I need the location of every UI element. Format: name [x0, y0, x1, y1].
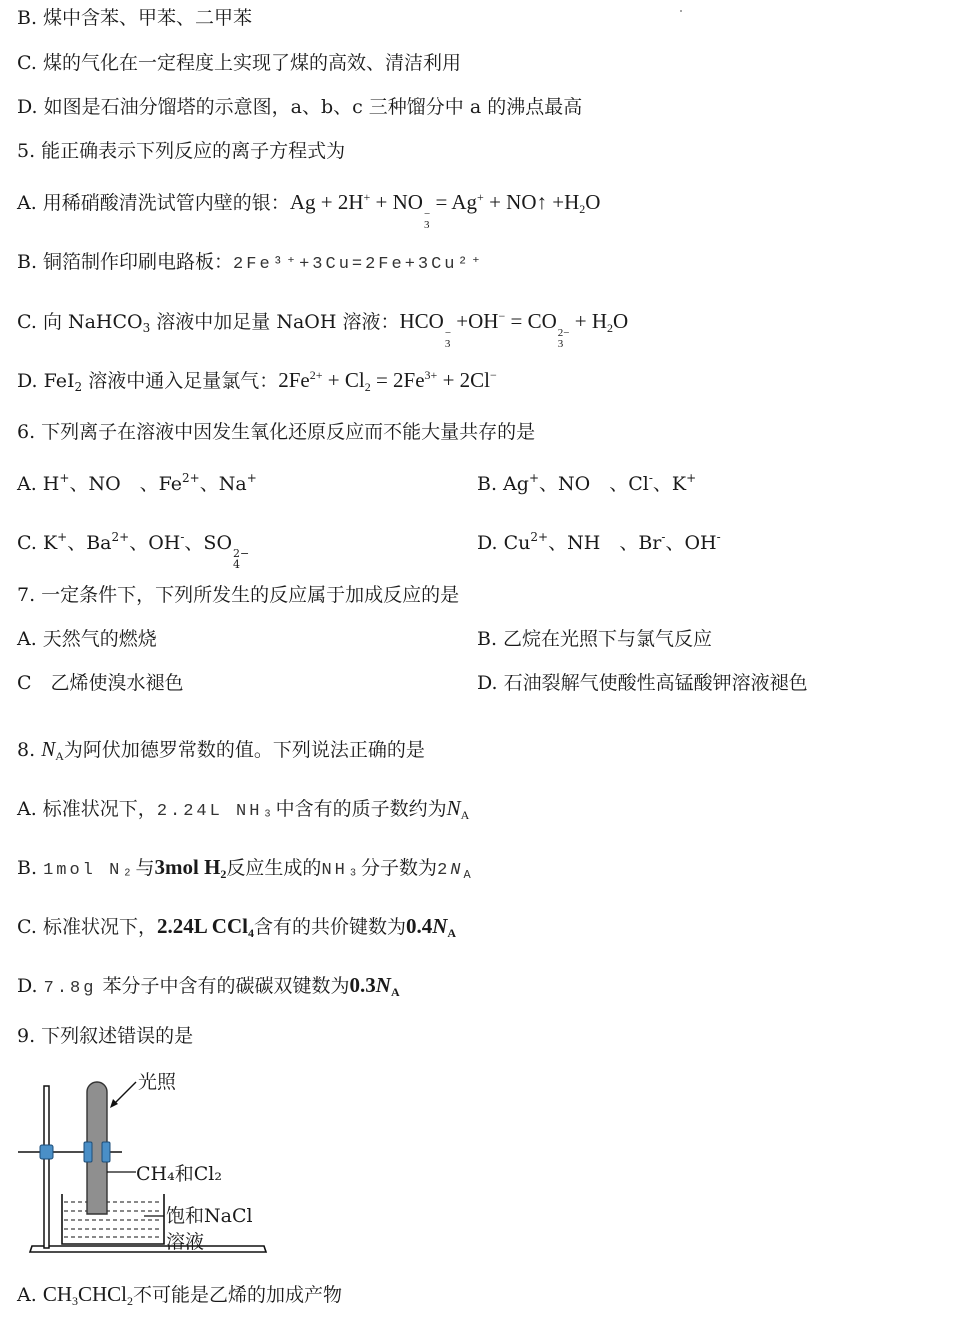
clamp-joint — [40, 1145, 53, 1159]
q4-option-c: C. 煤的气化在一定程度上实现了煤的高效、清洁利用 — [17, 52, 461, 74]
q7-stem: 7. 一定条件下，下列所发生的反应属于加成反应的是 — [17, 584, 460, 606]
q6-stem: 6. 下列离子在溶液中因发生氧化还原反应而不能大量共存的是 — [17, 421, 536, 443]
q6-option-b: B. Ag+、NO 、Cl-、K+ — [477, 471, 697, 495]
q8-option-c: C. 标准状况下，2.24L CCl$_4$含有的共价键数为$0.4N_A$ — [17, 914, 457, 940]
q7-option-c: C 乙烯使溴水褪色 — [17, 672, 184, 694]
q6-option-d: D. $Cu^{2+}$、NH 、Br-、OH- — [477, 530, 721, 554]
q8-stem: 8. $N_A$为阿伏加德罗常数的值。下列说法正确的是 — [17, 737, 425, 763]
q6-option-a: A. H+、NO 、$Fe^{2+}$、Na+ — [17, 471, 257, 495]
stray-dot — [680, 10, 682, 12]
q6-option-c: C. K+、$Ba^{2+}$、OH-、SO 2− 4 — [17, 530, 250, 571]
q9-option-a: A. $CH_3CHCl_2$不可能是乙烯的加成产物 — [17, 1282, 343, 1308]
q5b-equation: 2Fe³⁺+3Cu=2Fe+3Cu²⁺ — [233, 255, 484, 274]
q4-option-b: B. 煤中含苯、甲苯、二甲苯 — [17, 7, 253, 29]
q9-stem: 9. 下列叙述错误的是 — [17, 1025, 194, 1047]
q5-option-c: C. 向 NaHCO$_3$ 溶液中加足量 NaOH 溶液：HCO − 3 +OH− = CO 2− 3 + $H_2O$ — [17, 309, 629, 350]
clamp-jaw-right — [102, 1142, 110, 1162]
q8-option-a: A. 标准状况下，2.24L NH₃中含有的质子数约为$N_A$ — [17, 796, 470, 822]
q7-option-d: D. 石油裂解气使酸性高锰酸钾溶液褪色 — [477, 672, 808, 694]
q8-option-d: D. 7.8g 苯分子中含有的碳碳双键数为$0.3N_A$ — [17, 973, 400, 999]
q8-option-b: B. 1mol N₂与3mol $H_2$反应生成的NH₃分子数为$2N_A$ — [17, 855, 474, 882]
q5-option-a: A. 用稀硝酸清洗试管内壁的银：Ag + 2H+ + NO − 3 = Ag+ + NO↑ $+H_2O$ — [17, 190, 601, 231]
q7-option-a: A. 天然气的燃烧 — [17, 628, 157, 650]
q5-stem: 5. 能正确表示下列反应的离子方程式为 — [17, 140, 346, 162]
light-label: 光照 — [138, 1071, 177, 1093]
q5-option-b: B. 铜箔制作印刷电路板：2Fe³⁺+3Cu=2Fe+3Cu²⁺ — [17, 251, 484, 274]
q5-option-d: D. FeI$_2$ 溶液中通入足量氯气：$2Fe^{2+} + Cl_2 = 2Fe^{3+} + 2Cl^-$ — [17, 368, 497, 394]
q4-option-d: D. 如图是石油分馏塔的示意图，a、b、c 三种馏分中 a 的沸点最高 — [17, 96, 583, 118]
solution-label-1: 饱和NaCl — [166, 1205, 253, 1227]
gas-label: CH₄和Cl₂ — [136, 1163, 222, 1185]
q7-option-b: B. 乙烷在光照下与氯气反应 — [477, 628, 713, 650]
experiment-figure — [14, 1066, 274, 1261]
clamp-jaw-left — [84, 1142, 92, 1162]
stand-rod — [44, 1086, 49, 1248]
stand-base — [30, 1246, 266, 1252]
solution-label-2: 溶液 — [166, 1231, 205, 1253]
liquid-lines — [64, 1202, 162, 1237]
